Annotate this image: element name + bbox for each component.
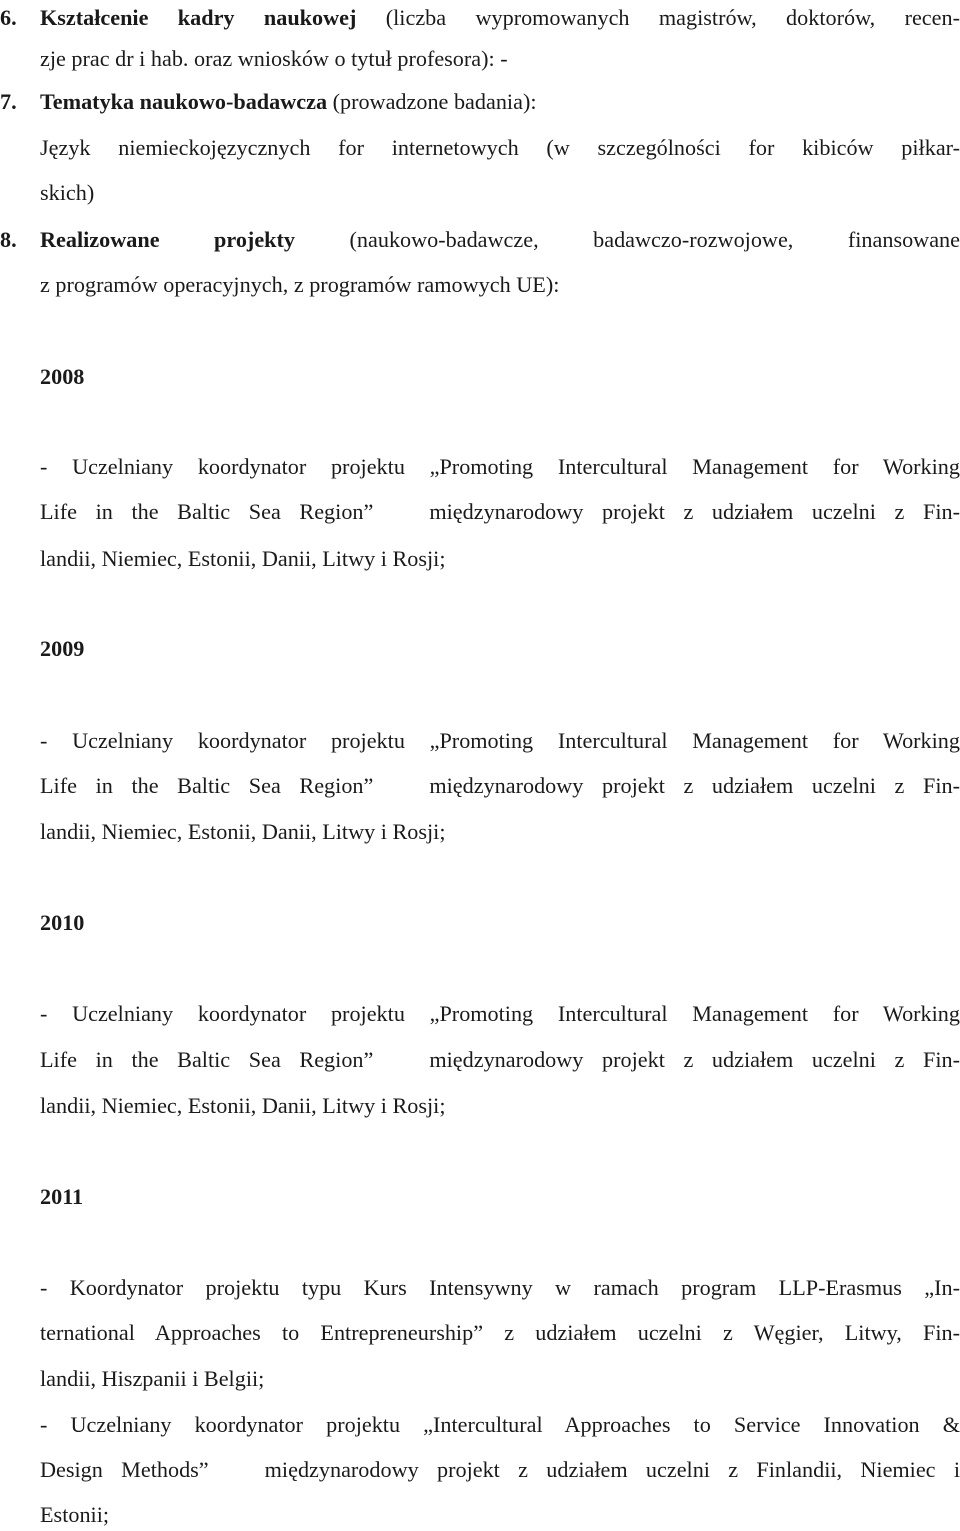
item-8-line-2: z programów operacyjnych, z programów ramowych UE):: [40, 272, 560, 297]
project-line: - Koordynator projektu typu Kurs Intensywny w ramach program LLP-Erasmus „In-: [40, 1275, 960, 1300]
project-line: - Uczelniany koordynator projektu „Intercultural Approaches to Service Innovation &: [40, 1412, 960, 1437]
year-heading: 2011: [40, 1184, 84, 1209]
item-6-text: (liczba wypromowanych magistrów, doktorów, recen-: [356, 5, 960, 30]
item-7-number: 7.: [0, 89, 17, 114]
item-6-title: Kształcenie kadry naukowej: [40, 5, 357, 30]
project-line: - Uczelniany koordynator projektu „Promoting Intercultural Management for Working: [40, 728, 960, 753]
item-8-number: 8.: [0, 227, 17, 252]
project-line: landii, Hiszpanii i Belgii;: [40, 1366, 265, 1391]
project-line-part: Life in the Baltic Sea Region”: [40, 1047, 374, 1072]
project-line: landii, Niemiec, Estonii, Danii, Litwy i Rosji;: [40, 1093, 446, 1118]
year-heading: 2008: [40, 364, 85, 389]
project-line-part: międzynarodowy projekt z udziałem uczelni z Finlandii, Niemiec i: [264, 1457, 960, 1482]
item-8-title: Realizowane projekty: [40, 227, 295, 252]
project-line-part: międzynarodowy projekt z udziałem uczelni z Fin-: [429, 499, 960, 524]
project-line: - Uczelniany koordynator projektu „Promoting Intercultural Management for Working: [40, 454, 960, 479]
item-6-number: 6.: [0, 5, 17, 30]
project-line: [40, 771, 960, 801]
project-line-part: Life in the Baltic Sea Region”: [40, 499, 374, 524]
project-line: Estonii;: [40, 1502, 110, 1527]
project-line: [40, 1045, 960, 1075]
item-7-line-1: [0, 87, 960, 117]
project-line: - Uczelniany koordynator projektu „Promoting Intercultural Management for Working: [40, 1001, 960, 1026]
item-7-title: Tematyka naukowo-badawcza: [40, 89, 328, 114]
project-line: [40, 497, 960, 527]
project-line: ternational Approaches to Entrepreneurship” z udziałem uczelni z Węgier, Litwy, Fin-: [40, 1320, 960, 1345]
project-line-part: Life in the Baltic Sea Region”: [40, 773, 374, 798]
project-line: landii, Niemiec, Estonii, Danii, Litwy i Rosji;: [40, 546, 446, 571]
project-line: [40, 1455, 960, 1485]
project-line: landii, Niemiec, Estonii, Danii, Litwy i Rosji;: [40, 819, 446, 844]
year-heading: 2010: [40, 910, 85, 935]
item-8-line-1: [0, 225, 960, 255]
item-6-line-2: zje prac dr i hab. oraz wniosków o tytuł profesora): -: [40, 46, 508, 71]
item-8-title-rest: (naukowo-badawcze, badawczo-rozwojowe, finansowane: [295, 227, 960, 252]
item-7-line-2: Język niemieckojęzycznych for internetowych (w szczególności for kibiców piłkar-: [40, 135, 960, 160]
project-line-part: międzynarodowy projekt z udziałem uczelni z Fin-: [429, 1047, 960, 1072]
item-7-line-3: skich): [40, 180, 95, 205]
year-heading: 2009: [40, 636, 85, 661]
project-line-part: Design Methods”: [40, 1457, 209, 1482]
item-6-line-1: [0, 3, 960, 33]
project-line-part: międzynarodowy projekt z udziałem uczelni z Fin-: [429, 773, 960, 798]
item-7-title-rest: (prowadzone badania):: [327, 89, 537, 114]
